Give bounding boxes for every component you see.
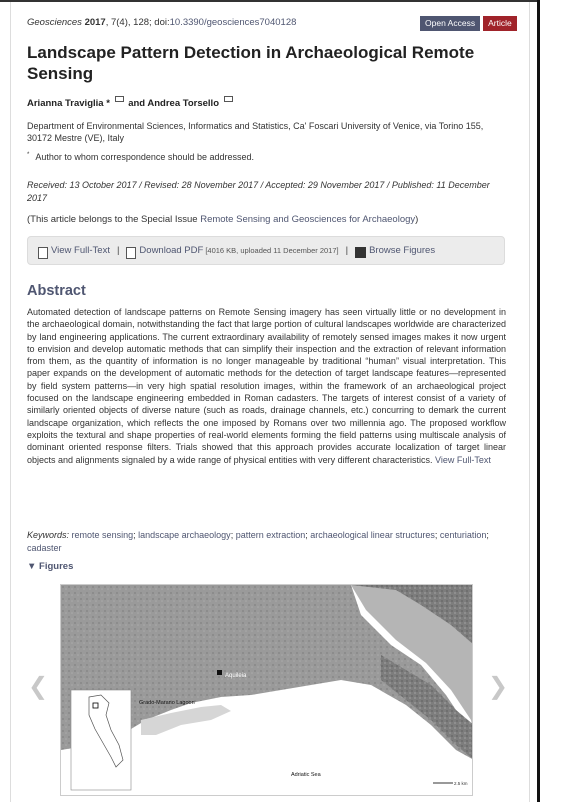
toolbar-separator: |: [345, 245, 349, 256]
special-issue-link[interactable]: Remote Sensing and Geosciences for Archaeology: [200, 214, 416, 225]
keywords: Keywords: remote sensing; landscape archaeology; pattern extraction; archaeological linear structures; centuriation; cadaster: [27, 530, 489, 553]
article-toolbar: [27, 236, 505, 265]
view-full-text-link[interactable]: View Full-Text: [51, 245, 110, 256]
abstract-body: [27, 306, 506, 466]
citation: [27, 17, 296, 28]
map-figure: [61, 585, 473, 796]
map-label-lagoon: Grado-Marano Lagoon: [139, 700, 195, 706]
special-issue-note: [27, 214, 418, 225]
window-edge: [537, 0, 540, 802]
authors: [27, 98, 235, 109]
special-issue-suffix: ): [415, 214, 419, 225]
open-access-badge: Open Access: [420, 16, 480, 31]
publication-dates: Received: 13 October 2017 / Revised: 28 November 2017 / Accepted: 29 November 2017 / Published: 11 December 2017: [27, 180, 490, 203]
article-title: Landscape Pattern Detection in Archaeological Remote Sensing: [27, 43, 475, 83]
article-type-badge: Article: [483, 16, 517, 31]
authors-and: and: [128, 98, 146, 109]
badges: [420, 16, 517, 31]
aquileia-marker: [217, 670, 222, 675]
keyword-link[interactable]: cadaster: [27, 543, 62, 553]
browse-figures-link[interactable]: Browse Figures: [369, 245, 436, 256]
citation-year: 2017: [84, 17, 106, 28]
keyword-link[interactable]: pattern extraction: [235, 530, 306, 540]
map-label-sea: Adriatic Sea: [291, 772, 321, 778]
keyword-link[interactable]: remote sensing: [71, 530, 134, 540]
affiliation: Department of Environmental Sciences, Informatics and Statistics, Ca' Foscari University of Venice, via Torino 155, 30172 Mestre (VE), Italy: [27, 121, 484, 143]
author-link-1[interactable]: Arianna Traviglia: [27, 98, 104, 109]
keyword-link[interactable]: archaeological linear structures: [310, 530, 435, 540]
download-pdf-link[interactable]: Download PDF: [139, 245, 204, 256]
next-figure-arrow[interactable]: ❯: [488, 672, 509, 700]
abstract-heading: Abstract: [27, 283, 86, 299]
journal-name: Geosciences: [27, 17, 82, 28]
document-icon: [38, 247, 48, 259]
keywords-label: Keywords:: [27, 530, 70, 540]
map-label-aquileia: Aquileia: [225, 673, 247, 679]
correspondence-mark: *: [27, 152, 30, 158]
citation-volume: , 7(4), 128; doi:: [105, 17, 170, 28]
toolbar-separator: |: [116, 245, 120, 256]
prev-figure-arrow[interactable]: ❮: [28, 672, 49, 700]
image-icon: [355, 247, 366, 258]
abstract-full-text-link[interactable]: View Full-Text: [435, 454, 491, 465]
email-icon[interactable]: [224, 96, 233, 102]
author-link-2[interactable]: Andrea Torsello: [147, 98, 219, 109]
pdf-meta: [4016 KB, uploaded 11 December 2017]: [205, 246, 339, 255]
figure-image[interactable]: [60, 584, 473, 796]
keyword-link[interactable]: landscape archaeology: [138, 530, 231, 540]
map-scale-label: 2.5 km: [454, 781, 468, 786]
keyword-link[interactable]: centuriation: [439, 530, 487, 540]
special-issue-prefix: (This article belongs to the Special Issue: [27, 214, 201, 225]
corresponding-mark: *: [106, 98, 110, 109]
doi-link[interactable]: 10.3390/geosciences7040128: [169, 17, 297, 28]
figures-toggle[interactable]: ▼ Figures: [27, 561, 74, 572]
correspondence-note: [27, 152, 254, 162]
email-icon[interactable]: [115, 96, 124, 102]
abstract-text: Automated detection of landscape patterns on Remote Sensing imagery has seen virtually little or no development in the archaeological domain, notwithstanding the fact that large portion of cultural landscapes worldwide are characterized by land engineering applications. The current extraordinary availability of remotely sensed images makes it now urgent to envision and develop automatic methods that can simplify their inspection and the extraction of relevant information from them, as the quantity of information is no longer manageable by traditional “human” visual interpretation. This paper expands on the development of automatic methods for the detection of target landscape features—represented by field system patterns—in very high spatial resolution images, within the framework of an archaeological project focused on the landscape engineering embedded in Roman cadasters. The targets of interest consist of a variety of similarly oriented objects of diverse nature (such as roads, drainage channels, etc.) concurring to demark the current landscape organization, which reflects the one imposed by Romans over two millennia ago. The proposed workflow exploits the textural and shape properties of real-world elements forming the field patterns using multiscale analysis of dominant oriented response filters. Trials showed that this approach provides accurate localization of target linear objects and alignments signaled by a wide range of physical entities with very different characteristics.: [27, 307, 506, 465]
correspondence-text: Author to whom correspondence should be addressed.: [35, 152, 254, 162]
pdf-icon: [126, 247, 136, 259]
